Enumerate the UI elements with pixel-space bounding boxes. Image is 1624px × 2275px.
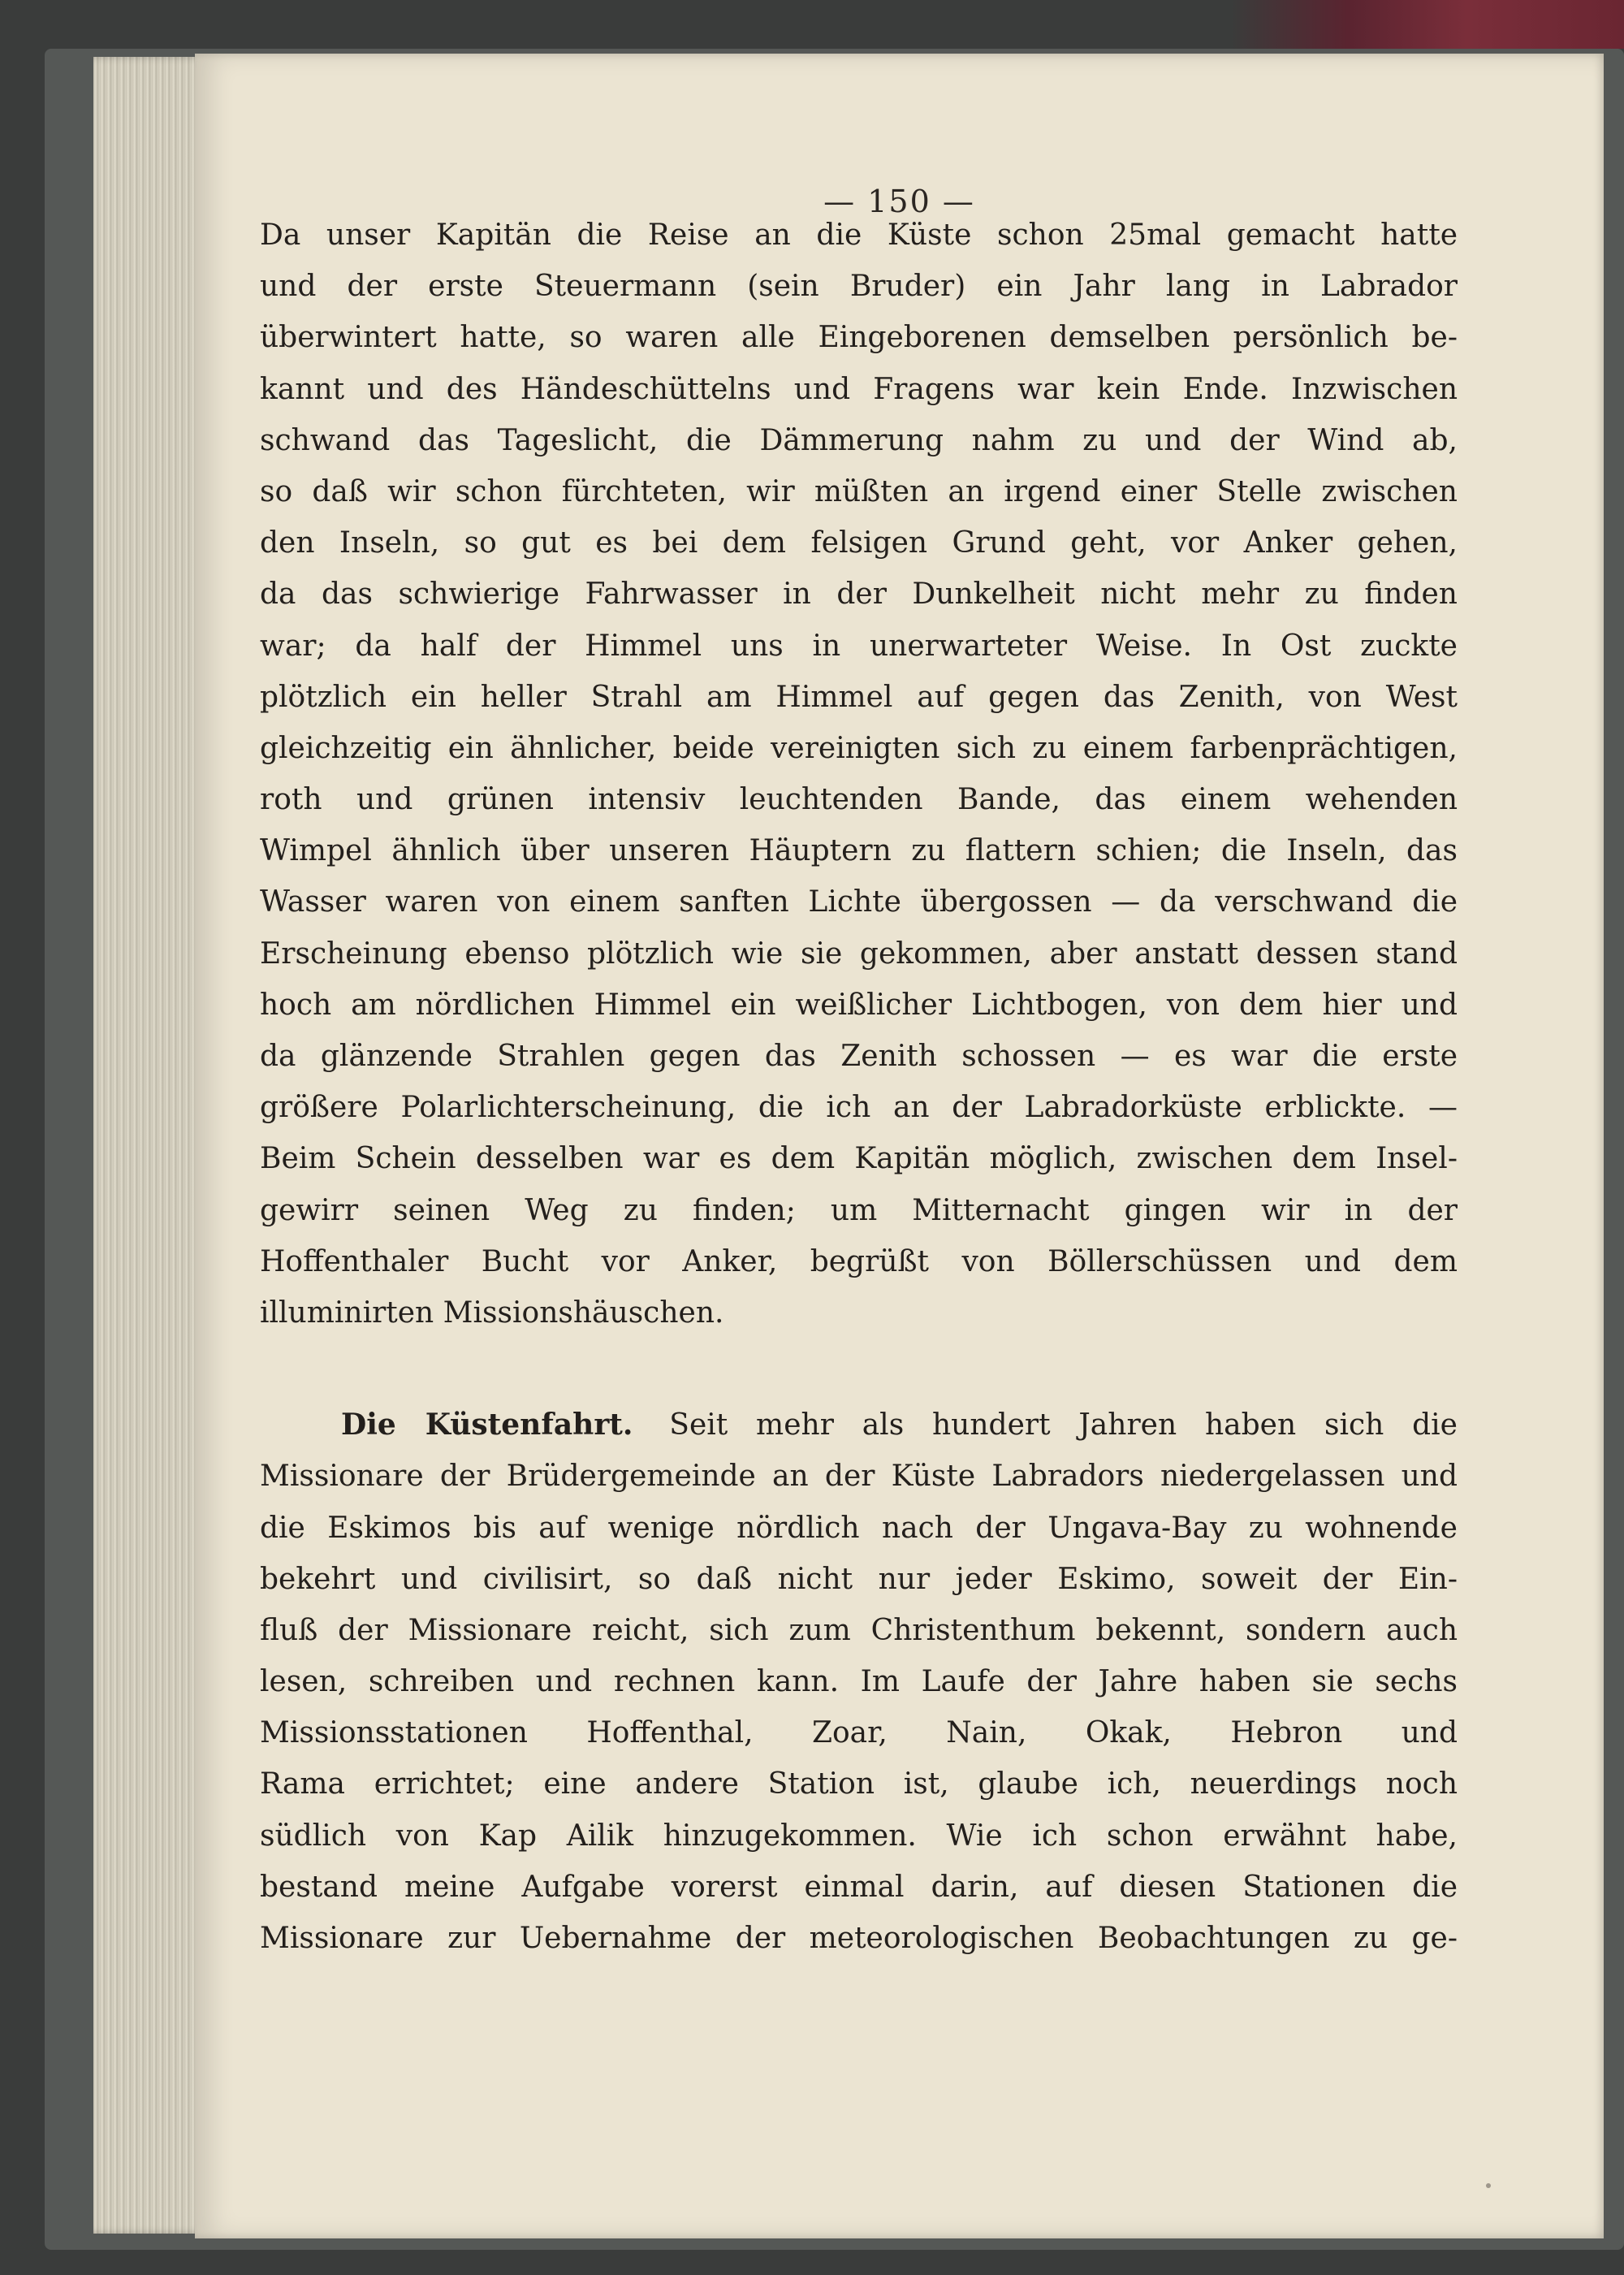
text-line: und der erste Steuermann (sein Bruder) ein Jahr lang in Labrador: [260, 270, 1458, 304]
paper-speck: [1486, 2183, 1491, 2188]
text-line: schwand das Tageslicht, die Dämmerung nahm zu und der Wind ab,: [260, 423, 1458, 457]
text-line: gleichzeitig ein ähnlicher, beide vereinigten sich zu einem farbenprächtigen,: [260, 731, 1458, 765]
text-line: Hoffenthaler Bucht vor Anker, begrüßt von Böllerschüssen und dem: [260, 1244, 1458, 1278]
text-line: lesen, schreiben und rechnen kann. Im Laufe der Jahre haben sie sechs: [260, 1665, 1458, 1699]
page-text: [260, 210, 1458, 1964]
text-line: roth und grünen intensiv leuchtenden Bande, das einem wehenden: [260, 783, 1458, 817]
text-line: gewirr seinen Weg zu finden; um Mitternacht gingen wir in der: [260, 1193, 1458, 1227]
text-line: bekehrt und civilisirt, so daß nicht nur jeder Eskimo, soweit der Ein-: [260, 1562, 1458, 1596]
book-spine-band: [1230, 0, 1624, 49]
text-line: kannt und des Händeschüttelns und Fragens war kein Ende. Inzwischen: [260, 372, 1458, 406]
text-line: da glänzende Strahlen gegen das Zenith schossen — es war die erste: [260, 1040, 1458, 1073]
text-line: da das schwierige Fahrwasser in der Dunkelheit nicht mehr zu finden: [260, 577, 1458, 612]
paragraph-1: [260, 210, 1458, 1339]
text-line-rest: Seit mehr als hundert Jahren haben sich die: [669, 1408, 1458, 1442]
text-line: Erscheinung ebenso plötzlich wie sie gekommen, aber anstatt dessen stand: [260, 936, 1458, 971]
text-line: Wasser waren von einem sanften Lichte übergossen — da verschwand die: [260, 885, 1458, 919]
paragraph-gap: [260, 1339, 1458, 1399]
text-line: war; da half der Himmel uns in unerwarteter Weise. In Ost zuckte: [260, 629, 1458, 663]
text-line: Rama errichtet; eine andere Station ist, glaube ich, neuerdings noch: [260, 1767, 1458, 1801]
text-line: Missionare der Brüdergemeinde an der Küste Labradors niedergelassen und: [260, 1460, 1458, 1494]
text-line: den Inseln, so gut es bei dem felsigen Grund geht, vor Anker gehen,: [260, 526, 1458, 560]
text-line: Missionare zur Uebernahme der meteorologischen Beobachtungen zu ge-: [260, 1922, 1458, 1955]
paragraph-2: [260, 1399, 1458, 1964]
text-line: Da unser Kapitän die Reise an die Küste schon 25mal gemacht hatte: [260, 218, 1458, 252]
text-line: Beim Schein desselben war es dem Kapitän möglich, zwischen dem Insel-: [260, 1142, 1458, 1176]
text-line: fluß der Missionare reicht, sich zum Christenthum bekennt, sondern auch: [260, 1613, 1458, 1647]
text-line: bestand meine Aufgabe vorerst einmal darin, auf diesen Stationen die: [260, 1870, 1458, 1904]
text-line: südlich von Kap Ailik hinzugekommen. Wie ich schon erwähnt habe,: [260, 1819, 1458, 1853]
text-line: überwintert hatte, so waren alle Eingeborenen demselben persönlich be-: [260, 321, 1458, 355]
text-line: Wimpel ähnlich über unseren Häuptern zu flattern schien; die Inseln, das: [260, 834, 1458, 868]
section-heading: Die Küstenfahrt.: [341, 1408, 633, 1442]
text-line: hoch am nördlichen Himmel ein weißlicher Lichtbogen, von dem hier und: [260, 988, 1458, 1022]
text-line-with-heading: [260, 1399, 1458, 1451]
text-line: so daß wir schon fürchteten, wir müßten an irgend einer Stelle zwischen: [260, 474, 1458, 508]
text-line: plötzlich ein heller Strahl am Himmel auf gegen das Zenith, von West: [260, 680, 1458, 714]
text-line: illuminirten Missionshäuschen.: [260, 1295, 724, 1330]
text-line: größere Polarlichterscheinung, die ich an der Labradorküste erblickte. —: [260, 1091, 1458, 1125]
page-number: — 150 —: [823, 184, 975, 219]
page-edges: [93, 57, 207, 2234]
text-line: Missionsstationen Hoffenthal, Zoar, Nain, Okak, Hebron und: [260, 1716, 1458, 1750]
text-line: die Eskimos bis auf wenige nördlich nach der Ungava-Bay zu wohnende: [260, 1511, 1458, 1545]
